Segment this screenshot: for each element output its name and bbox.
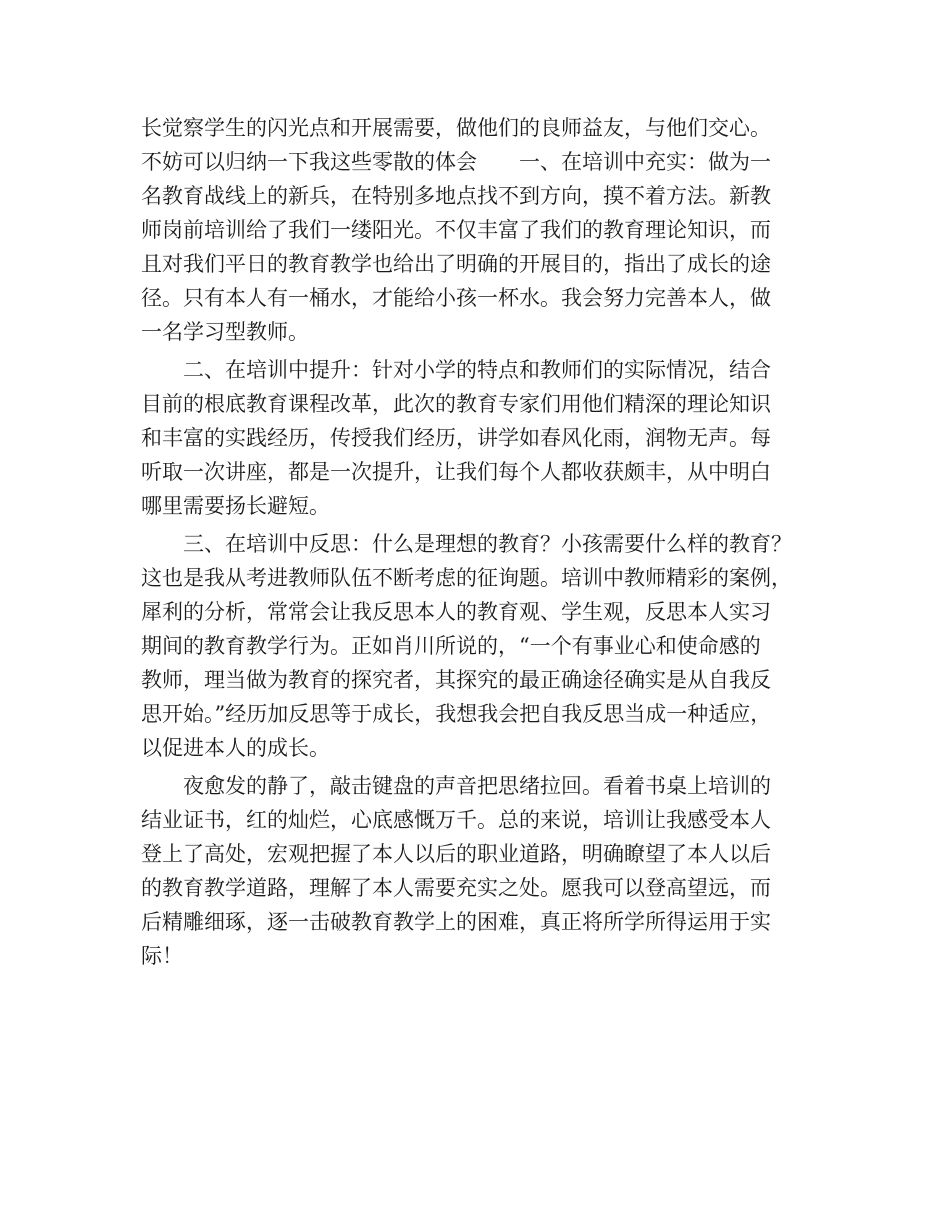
text-line: 师岗前培训给了我们一缕阳光。不仅丰富了我们的教育理论知识，而	[141, 218, 771, 242]
text-line: 听取一次讲座，都是一次提升，让我们每个人都收获颇丰，从中明白	[141, 460, 771, 484]
paragraph-first-line: 三、在培训中反思：什么是理想的教育？小孩需要什么样的教育？	[183, 532, 792, 556]
text-line: 径。只有本人有一桶水，才能给小孩一杯水。我会努力完善本人，做	[141, 286, 771, 310]
text-line: 以促进本人的成长。	[141, 736, 330, 760]
text-line: 思开始。”经历加反思等于成长，我想我会把自我反思当成一种适应，	[141, 702, 772, 726]
text-line: 犀利的分析，常常会让我反思本人的教育观、学生观，反思本人实习	[141, 600, 771, 624]
text-line: 的教育教学道路，理解了本人需要充实之处。愿我可以登高望远，而	[141, 876, 771, 900]
body-text	[141, 111, 821, 973]
paragraph-first-line: 夜愈发的静了，敲击键盘的声音把思绪拉回。看着书桌上培训的	[183, 774, 771, 798]
text-line: 和丰富的实践经历，传授我们经历，讲学如春风化雨，润物无声。每	[141, 426, 771, 450]
text-line: 后精雕细琢，逐一击破教育教学上的困难，真正将所学所得运用于实	[141, 910, 771, 934]
text-line: 长觉察学生的闪光点和开展需要，做他们的良师益友，与他们交心。	[141, 116, 771, 140]
text-line: 这也是我从考进教师队伍不断考虑的征询题。培训中教师精彩的案例，	[141, 566, 792, 590]
text-line: 登上了高处，宏观把握了本人以后的职业道路，明确瞭望了本人以后	[141, 842, 771, 866]
paragraph-first-line: 二、在培训中提升：针对小学的特点和教师们的实际情况，结合	[183, 358, 771, 382]
text-line: 期间的教育教学行为。正如肖川所说的，“一个有事业心和使命感的	[141, 634, 761, 658]
text-line: 目前的根底教育课程改革，此次的教育专家们用他们精深的理论知识	[141, 392, 771, 416]
text-line: 教师，理当做为教育的探究者，其探究的最正确途径确实是从自我反	[141, 668, 771, 692]
text-line: 结业证书，红的灿烂，心底感慨万千。总的来说，培训让我感受本人	[141, 808, 771, 832]
text-line: 哪里需要扬长避短。	[141, 494, 330, 518]
text-line: 且对我们平日的教育教学也给出了明确的开展目的，指出了成长的途	[141, 252, 771, 276]
text-line: 不妨可以归纳一下我这些零散的体会 一、在培训中充实：做为一	[141, 150, 771, 174]
text-line: 名教育战线上的新兵，在特别多地点找不到方向，摸不着方法。新教	[141, 184, 771, 208]
text-line: 一名学习型教师。	[141, 320, 309, 344]
text-line: 际！	[141, 944, 183, 968]
